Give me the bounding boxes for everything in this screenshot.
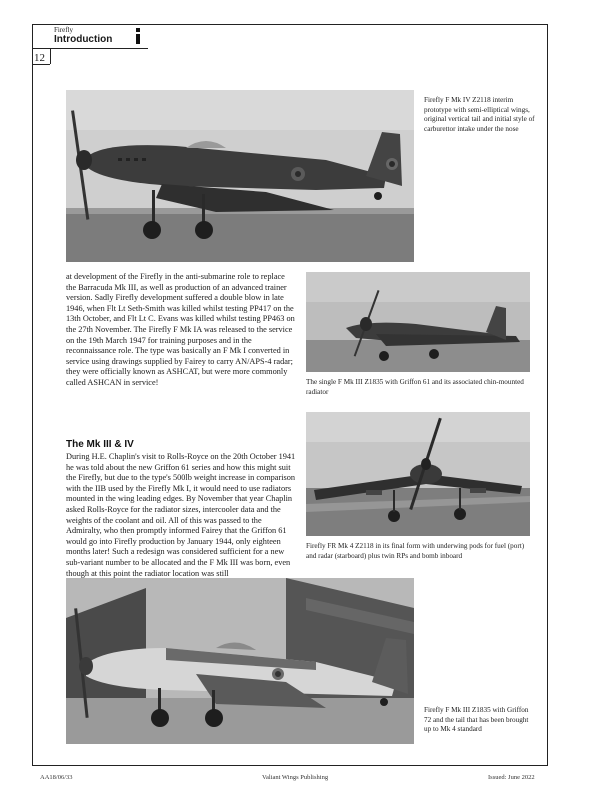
page-number: 12: [34, 52, 45, 64]
photo-firefly-mk3-z1835: [306, 272, 530, 372]
page-number-rule: [32, 64, 50, 65]
series-title: Firefly: [54, 26, 74, 34]
photo-firefly-mk4-prototype: [66, 90, 414, 262]
caption-photo-1: Firefly F Mk IV Z2118 interim prototype with semi-elliptical wings, original vertical tail and initial style of carburettor intake under the nose: [424, 96, 535, 133]
section-title: Introduction: [54, 34, 113, 45]
footer-publisher: Valiant Wings Publishing: [262, 774, 329, 781]
caption-photo-4: Firefly F Mk III Z1835 with Griffon 72 and the tail that has been brought up to Mk 4 standard: [424, 706, 529, 734]
running-header: [54, 27, 112, 45]
paragraph-text: During H.E. Chaplin's visit to Rolls-Royce on the 20th October 1941 he was told about the new Griffon 61 series and how this might suit the Firefly, but due to the type's 500lb weight increase in comparison with the IIB used by the Firefly Mk I, it would need to use radiators mounted in the wing leading edges. By November that year Chaplin asked Rolls-Royce for the radiator sizes, intercooler data and the weights of the coolant and oil. All of this was passed to the Admiralty, who then promptly informed Fairey that the Griffon 61 would go into Firefly production by January 1944, only eighteen months later! Such a redesign was considered sufficient for a new sub-variant number to be allocated and the F Mk III was born, even though at this point the radiator location was still: [66, 452, 296, 578]
caption-photo-3: Firefly FR Mk 4 Z2118 in its final form with underwing pods for fuel (port) and radar (starboard) plus twin RPs and bomb inboard: [306, 542, 525, 560]
footer-issue-date: Issued: June 2022: [488, 774, 535, 781]
page-number-divider: [50, 48, 51, 64]
paragraph-text: at development of the Firefly in the anti-submarine role to replace the Barracuda Mk III, as well as production of an advanced trainer version. Sadly Firefly development suffered a double blow in late 1946, when Flt Lt Seth-Smith was killed whilst testing PP417 on the 13th October, and Flt Lt C. Evans was killed whilst testing PP463 on the 27th November. The Firefly F Mk IA was released to the service on the 19th March 1947 for training purposes and in the reconnaissance role. The type was basically an F Mk I converted in service using drawings supplied by Fairey to carry AN/APS-4 radar; they were officially known as ASHCAT, but were more commonly called ASHCAN in service!: [66, 272, 295, 387]
info-icon: [134, 28, 142, 44]
section-subheading: The Mk III & IV: [66, 439, 134, 450]
photo-firefly-fr-mk4: [306, 412, 530, 536]
caption-photo-2: The single F Mk III Z1835 with Griffon 61 and its associated chin-mounted radiator: [306, 378, 524, 396]
photo-firefly-mk3-griffon72: [66, 578, 414, 744]
body-paragraph-2: [66, 452, 296, 579]
footer-reference: AA18/06/33: [40, 774, 73, 781]
body-paragraph-1: [66, 272, 296, 389]
